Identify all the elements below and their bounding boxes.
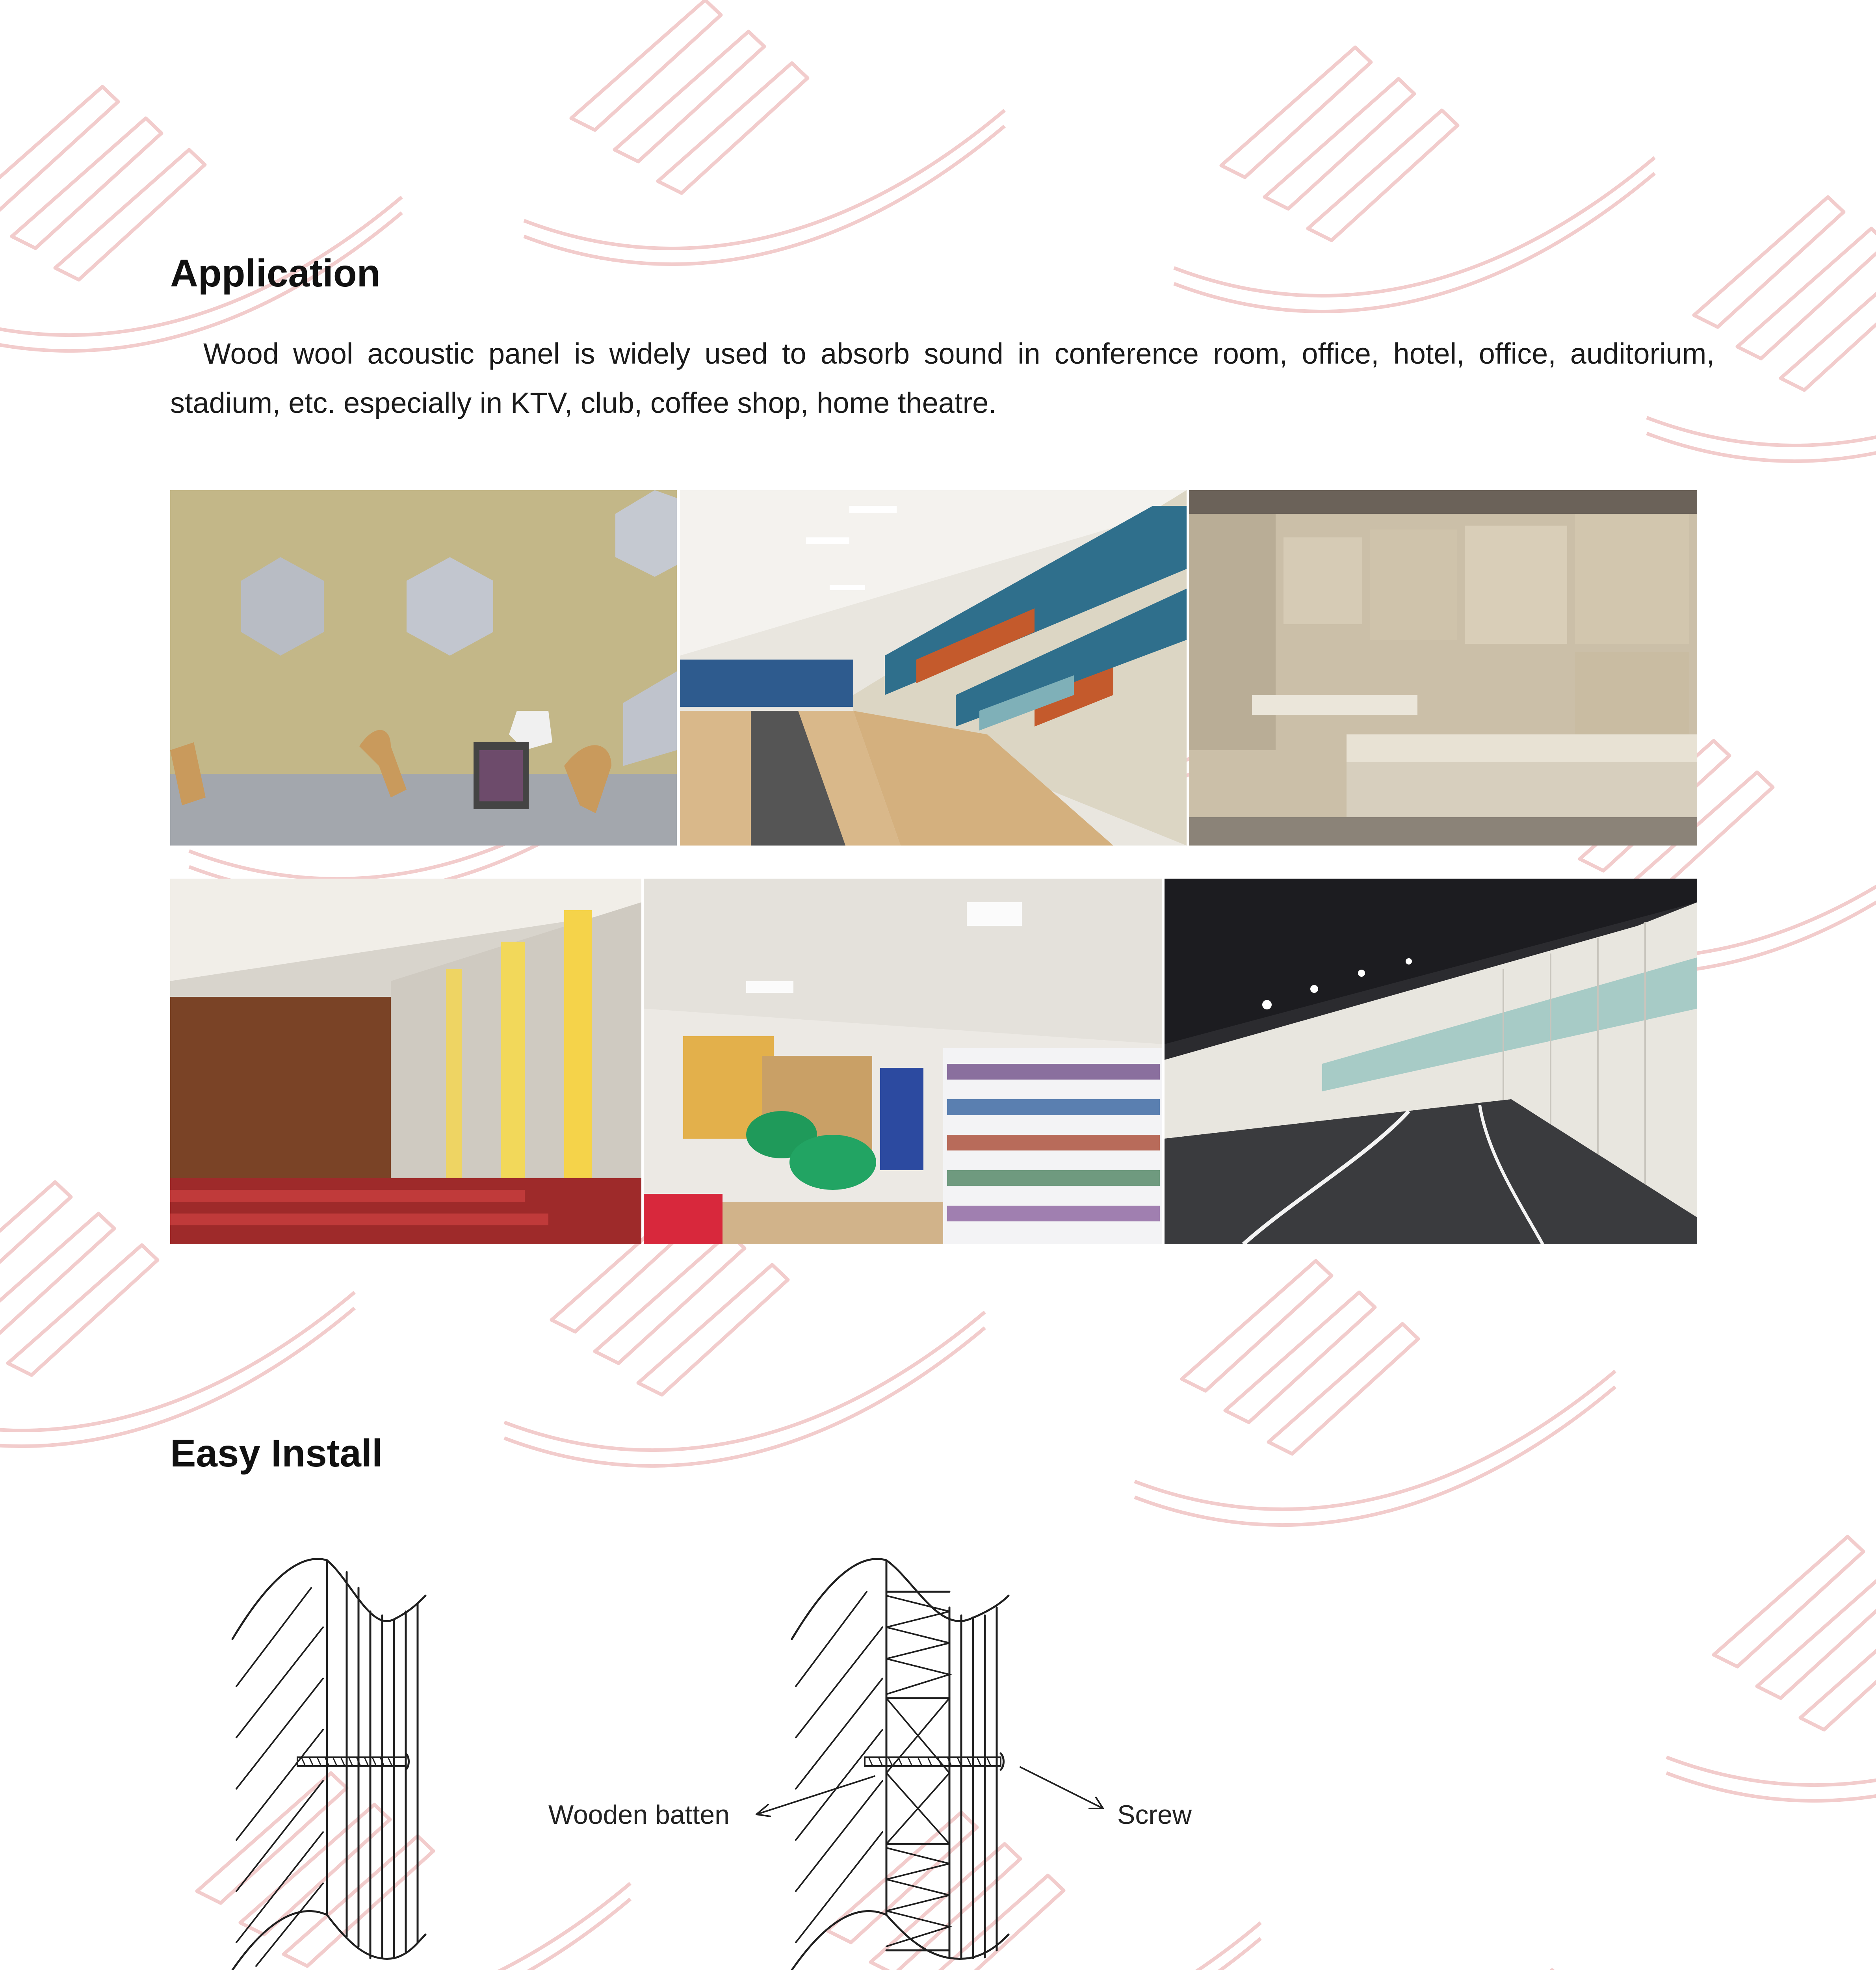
- batten-mount-drawing: [792, 1559, 1009, 1970]
- photo-tunnel: [1165, 879, 1697, 1244]
- batten-arrow: [756, 1776, 875, 1816]
- screw-arrow: [1020, 1767, 1103, 1808]
- wooden-batten-label: Wooden batten: [548, 1800, 730, 1830]
- installation-diagram: [221, 1552, 1229, 1970]
- photo-bowling-alley: [680, 490, 1187, 846]
- easy-install-heading: Easy Install: [170, 1431, 383, 1475]
- photo-lobby-wall: [1189, 490, 1697, 846]
- photo-library: [644, 879, 1162, 1244]
- application-description: Wood wool acoustic panel is widely used to absorb sound in conference room, office, hotel, office, auditorium, stadium, etc. especially in KTV, club, coffee shop, home theatre.: [170, 337, 1714, 419]
- photo-hexagon-panel-lounge: [170, 490, 677, 846]
- screw-label: Screw: [1117, 1800, 1192, 1830]
- photo-auditorium: [170, 879, 641, 1244]
- direct-mount-drawing: [232, 1559, 425, 1970]
- application-heading: Application: [170, 251, 381, 295]
